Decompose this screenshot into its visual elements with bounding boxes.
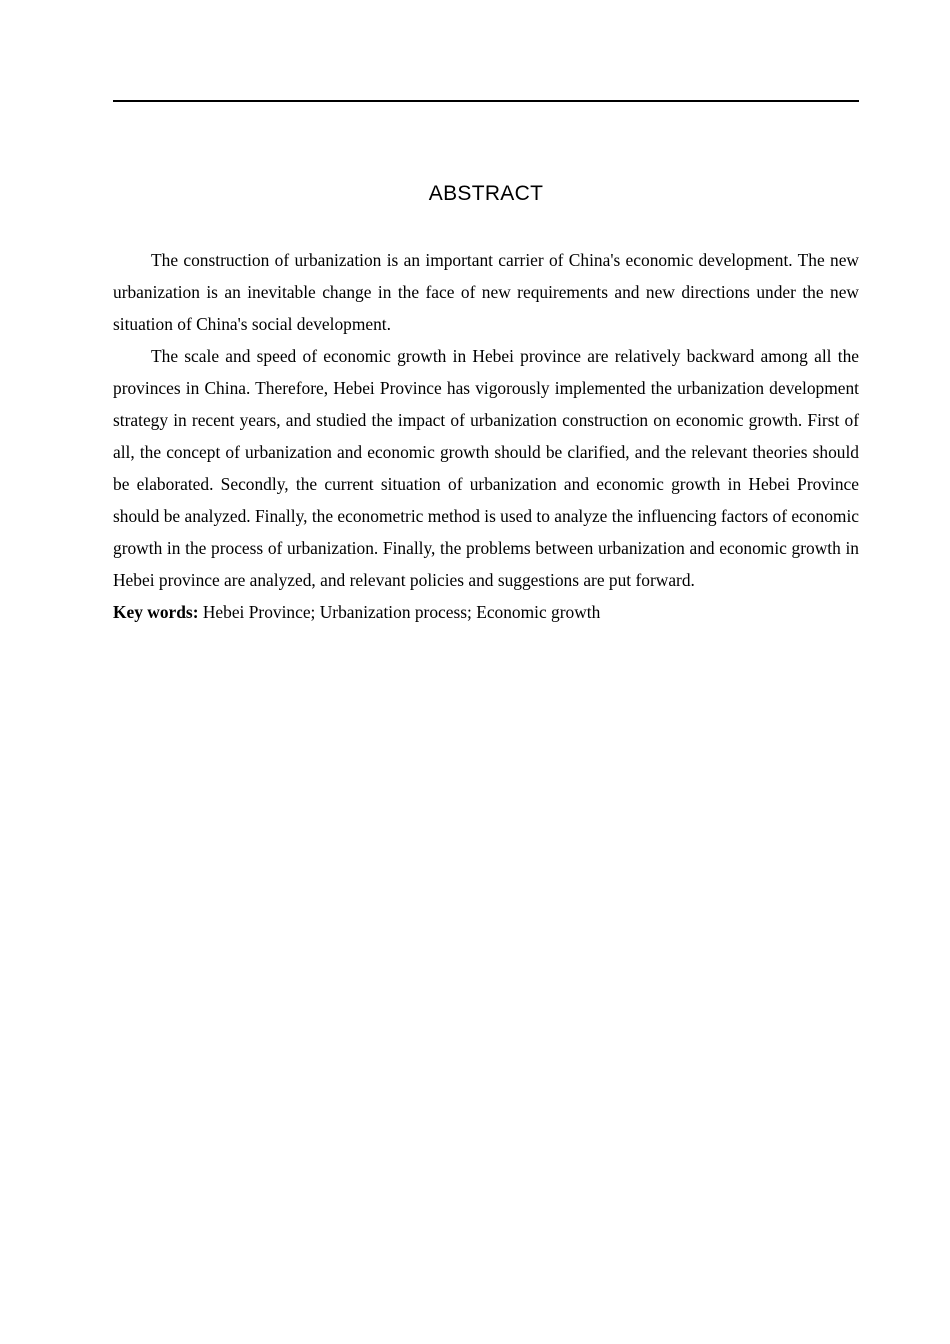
abstract-body	[113, 244, 859, 628]
abstract-paragraph-2: The scale and speed of economic growth in Hebei province are relatively backward among all the provinces in China. Therefore, Hebei Province has vigorously implemented the urbanization development strategy in recent years, and studied the impact of urbanization construction on economic growth. First of all, the concept of urbanization and economic growth should be clarified, and the relevant theories should be elaborated. Secondly, the current situation of urbanization and economic growth in Hebei Province should be analyzed. Finally, the econometric method is used to analyze the influencing factors of economic growth in the process of urbanization. Finally, the problems between urbanization and economic growth in Hebei province are analyzed, and relevant policies and suggestions are put forward.	[113, 346, 859, 590]
keywords-value: Hebei Province; Urbanization process; Economic growth	[202, 602, 601, 622]
keywords-line	[113, 596, 859, 628]
abstract-paragraph-1: The construction of urbanization is an important carrier of China's economic development. The new urbanization is an inevitable change in the face of new requirements and new directions under the new situation of China's social development.	[113, 250, 859, 334]
abstract-title: ABSTRACT	[428, 182, 544, 205]
keywords-label: Key words:	[113, 602, 199, 622]
header-rule	[113, 100, 859, 102]
